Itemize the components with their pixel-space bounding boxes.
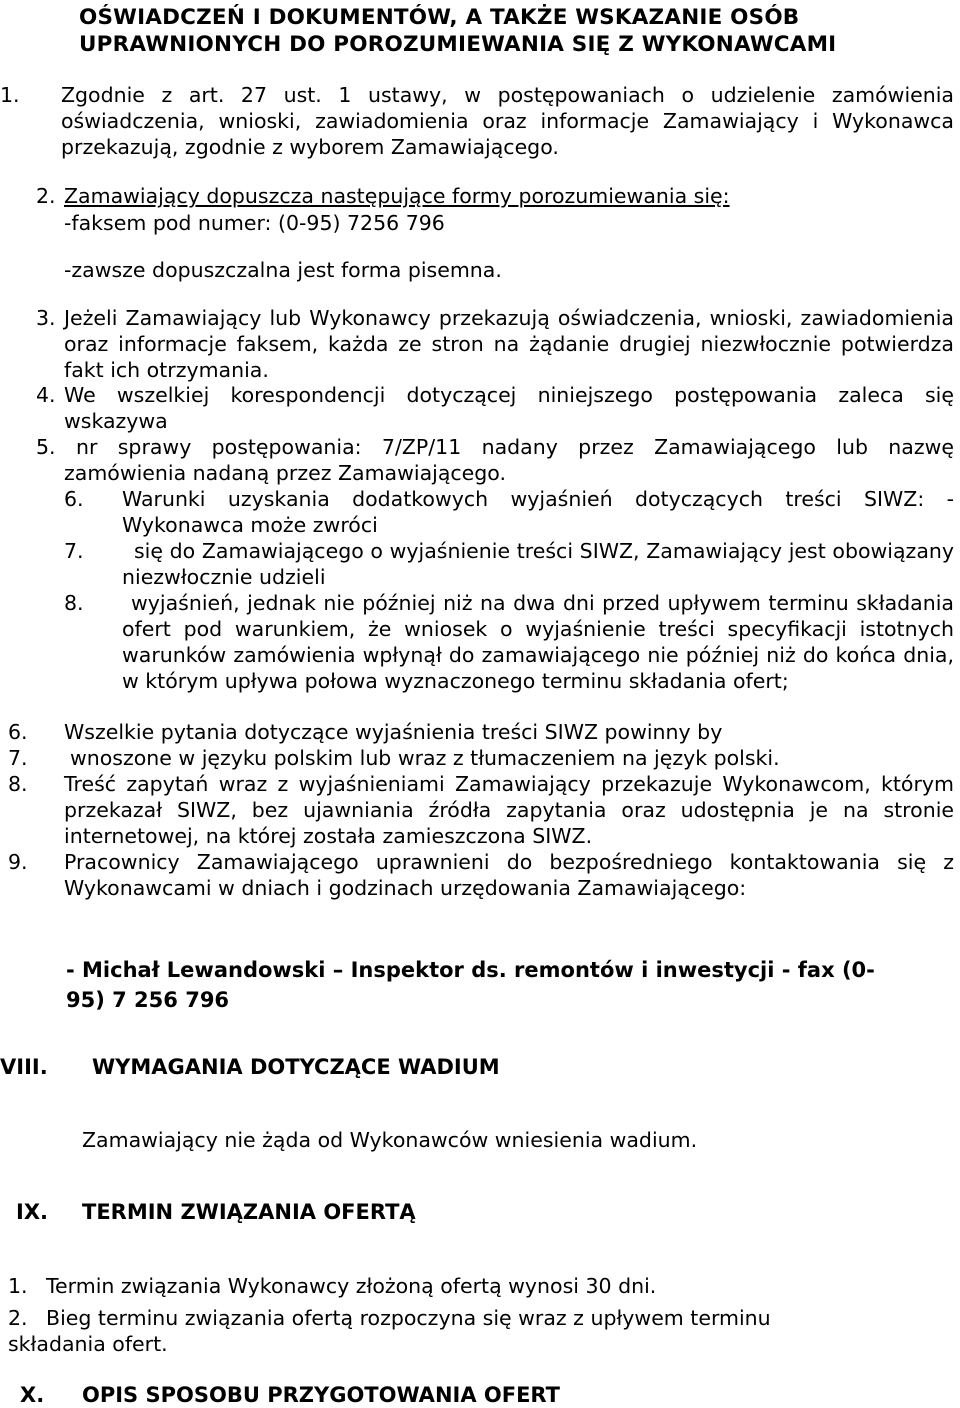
item-2-text: Zamawiający dopuszcza następujące formy porozumiewania się: <box>64 184 730 208</box>
heading-line-1: OŚWIADCZEŃ I DOKUMENTÓW, A TAKŻE WSKAZANIE OSÓB <box>79 5 800 30</box>
item-4-number: 4. <box>36 383 56 407</box>
item-4-text: We wszelkiej korespondencji dotyczącej niniejszego postępowania zaleca się wskazywa <box>64 383 954 433</box>
item-1-text: Zgodnie z art. 27 ust. 1 ustawy, w postępowaniach o udzielenie zamówienia oświadczenia, wnioski, zawiadomienia oraz informacje Zamawiający i Wykonawca przekazują, zgodnie z wyborem Zamawiającego. <box>61 83 954 159</box>
section-9-title: TERMIN ZWIĄZANIA OFERTĄ <box>82 1200 416 1224</box>
section-9-point-2-number: 2. <box>8 1306 28 1330</box>
subitem-6-text: Warunki uzyskania dodatkowych wyjaśnień dotyczących treści SIWZ: -Wykonawca może zwróci <box>122 487 954 537</box>
item-3-text: Jeżeli Zamawiający lub Wykonawcy przekazują oświadczenia, wnioski, zawiadomienia oraz informacje faksem, każda ze stron na żądanie drugiej niezwłocznie potwierdza fakt ich otrzymania. <box>64 306 954 382</box>
item-2-written-form: -zawsze dopuszczalna jest forma pisemna. <box>64 258 502 282</box>
section-9-point-2-text: Bieg terminu związania ofertą rozpoczyna się wraz z upływem terminu <box>46 1306 771 1330</box>
item-7-number: 7. <box>8 746 28 770</box>
subitem-8-number: 8. <box>64 591 84 615</box>
item-8-text: Treść zapytań wraz z wyjaśnieniami Zamawiający przekazuje Wykonawcom, którym przekazał SIWZ, bez ujawniania źródła zapytania oraz udostępnia je na stronie internetowej, na której została zamieszczona SIWZ. <box>64 772 954 848</box>
item-2-number: 2. <box>36 184 56 208</box>
item-3-number: 3. <box>36 306 56 330</box>
item-6-number: 6. <box>8 720 28 744</box>
contact-line-1: - Michał Lewandowski – Inspektor ds. remontów i inwestycji - fax (0- <box>66 958 875 982</box>
heading-line-2: UPRAWNIONYCH DO POROZUMIEWANIA SIĘ Z WYKONAWCAMI <box>79 32 837 57</box>
section-10-number: X. <box>20 1383 45 1407</box>
item-7-text: wnoszone w języku polskim lub wraz z tłumaczeniem na język polski. <box>70 746 780 770</box>
item-1-number: 1. <box>0 83 20 107</box>
section-9-point-1-number: 1. <box>8 1274 28 1298</box>
subitem-7-number: 7. <box>64 539 84 563</box>
section-8-number: VIII. <box>0 1055 48 1079</box>
item-2-fax: -faksem pod numer: (0-95) 7256 796 <box>64 211 445 235</box>
item-5-text: nr sprawy postępowania: 7/ZP/11 nadany przez Zamawiającego lub nazwę zamówienia nadaną przez Zamawiającego. <box>64 435 954 485</box>
item-5-number: 5. <box>36 435 56 459</box>
section-9-number: IX. <box>16 1200 48 1224</box>
section-9-point-2-continuation: składania ofert. <box>8 1332 168 1356</box>
item-9-text: Pracownicy Zamawiającego uprawnieni do bezpośredniego kontaktowania się z Wykonawcami w dniach i godzinach urzędowania Zamawiającego: <box>64 850 954 900</box>
item-9-number: 9. <box>8 850 28 874</box>
section-8-title: WYMAGANIA DOTYCZĄCE WADIUM <box>92 1055 500 1079</box>
section-8-text: Zamawiający nie żąda od Wykonawców wniesienia wadium. <box>82 1128 698 1152</box>
subitem-6-number: 6. <box>64 487 84 511</box>
item-6-text: Wszelkie pytania dotyczące wyjaśnienia treści SIWZ powinny by <box>64 720 723 744</box>
subitem-8-text: wyjaśnień, jednak nie później niż na dwa dni przed upływem terminu składania ofert pod warunkiem, że wniosek o wyjaśnienie treści specyfikacji istotnych warunków zamówienia wpłynął do zamawiającego nie później niż do końca dnia, w którym upływa połowa wyznaczonego terminu składania ofert; <box>122 591 954 693</box>
item-8-number: 8. <box>8 772 28 796</box>
contact-line-2: 95) 7 256 796 <box>66 988 230 1012</box>
section-10-title: OPIS SPOSOBU PRZYGOTOWANIA OFERT <box>82 1383 560 1407</box>
section-9-point-1-text: Termin związania Wykonawcy złożoną ofertą wynosi 30 dni. <box>46 1274 657 1298</box>
subitem-7-text: się do Zamawiającego o wyjaśnienie treści SIWZ, Zamawiający jest obowiązany niezwłocznie udzieli <box>122 539 954 589</box>
